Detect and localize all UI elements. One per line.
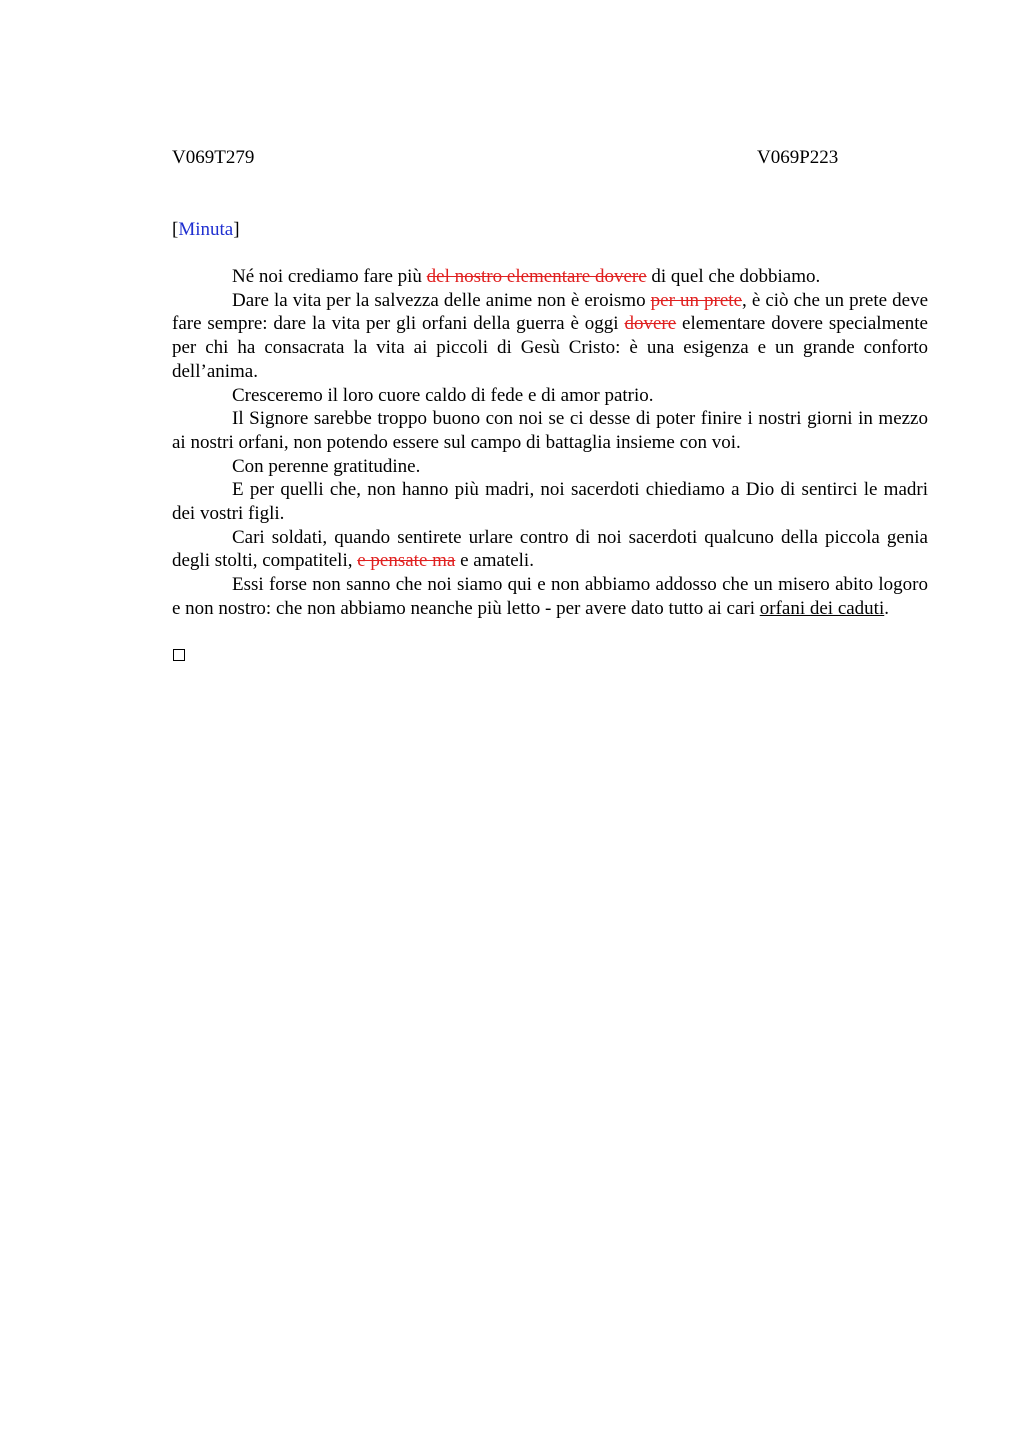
paragraph-1-text-a: Né noi crediamo fare più <box>232 266 427 287</box>
paragraph-2-deletion-1: per un prete <box>650 289 743 311</box>
paragraph-4: Il Signore sarebbe troppo buono con noi se ci desse di poter finire i nostri giorni in mezzo ai nostri orfani, non potendo essere sul campo di battaglia insieme con voi. <box>172 408 928 453</box>
paragraph-7-text-a: Cari soldati, quando sentirete urlare contro di noi sacerdoti qualcuno della piccola genia degli stolti, compatiteli, <box>172 526 928 572</box>
paragraph-3: Cresceremo il loro cuore caldo di fede e di amor patrio. <box>232 384 654 406</box>
paragraph-2 <box>172 289 928 384</box>
paragraph-2-text-a: Dare la vita per la salvezza delle anime non è eroismo <box>232 289 651 311</box>
paragraph-8-underlined: orfani dei caduti <box>759 597 885 619</box>
paragraph-8-text-b: . <box>884 597 889 619</box>
section-label <box>172 218 240 242</box>
paragraph-6: E per quelli che, non hanno più madri, noi sacerdoti chiediamo a Dio di sentirci le madri dei vostri figli. <box>172 479 928 525</box>
paragraph-2-text-b: , è ciò che un prete deve fare sempre: dare la vita per gli orfani della guerra è oggi <box>172 289 929 335</box>
end-marker-box-icon <box>173 649 185 661</box>
section-label-text: Minuta <box>178 219 234 240</box>
document-code-right: V069P223 <box>757 147 839 168</box>
paragraph-8-text-a: Essi forse non sanno che noi siamo qui e non abbiamo addosso che un misero abito logoro e non nostro: che non abbiamo neanche più letto - per avere dato tutto ai cari <box>172 574 928 619</box>
paragraph-8 <box>172 573 928 620</box>
paragraph-7 <box>172 526 928 573</box>
section-open-bracket: [ <box>172 219 179 240</box>
document-code-left: V069T279 <box>172 147 255 168</box>
paragraph-2-deletion-2: dovere <box>624 313 677 335</box>
paragraph-1-deletion: del nostro elementare dovere <box>426 266 647 287</box>
paragraph-7-deletion: e pensate ma <box>357 550 456 572</box>
paragraph-7-text-b: e amateli. <box>455 550 534 572</box>
paragraph-2-text-c: elementare dovere specialmente per chi ha consacrata la vita ai piccoli di Gesù Cristo: è una esigenza e un grande conforto dell’anima. <box>172 313 928 382</box>
letter-body <box>172 265 928 621</box>
section-close-bracket: ] <box>233 219 240 240</box>
paragraph-1 <box>172 265 928 289</box>
paragraph-1-text-b: di quel che dobbiamo. <box>646 266 821 287</box>
paragraph-5: Con perenne gratitudine. <box>232 455 421 477</box>
